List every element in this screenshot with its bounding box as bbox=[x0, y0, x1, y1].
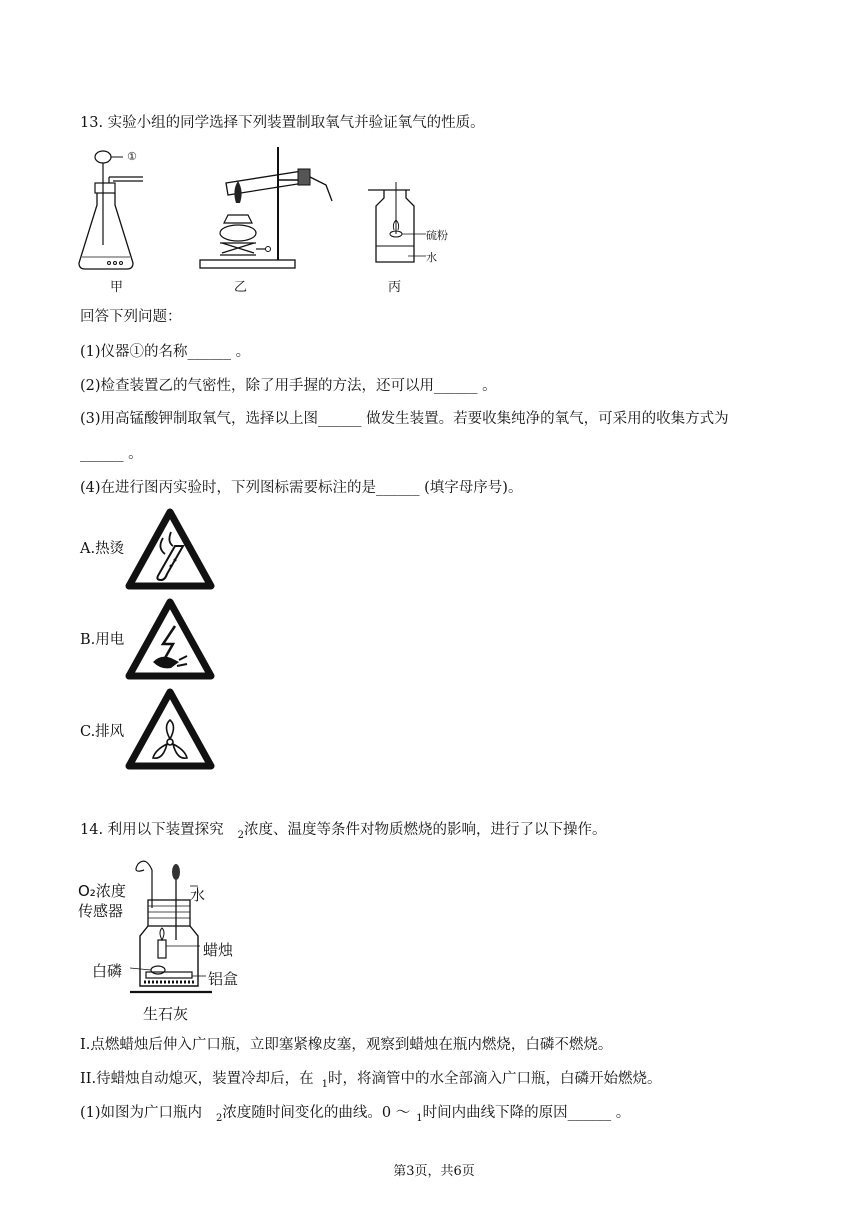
option-a-label: A.热烫 bbox=[80, 541, 125, 557]
hot-burn-warning-icon bbox=[125, 508, 215, 590]
combustion-apparatus bbox=[130, 846, 220, 998]
al-box-label: 铝盒 bbox=[208, 970, 239, 988]
marker-1: ① bbox=[127, 150, 137, 163]
q14-part1-a: (1)如图为广口瓶内 bbox=[80, 1105, 203, 1121]
q14-step1: I.点燃蜡烛后伸入广口瓶，立即塞紧橡皮塞，观察到蜡烛在瓶内燃烧，白磷不燃烧。 bbox=[80, 1037, 613, 1053]
sensor-label-line1: O₂浓度 bbox=[78, 882, 126, 900]
caption-bing: 丙 bbox=[388, 280, 402, 295]
q14-part1-c: 时间内曲线下降的原因______ 。 bbox=[422, 1105, 631, 1121]
candle-label: 蜡烛 bbox=[203, 941, 234, 959]
q14-step2-sub: 1 bbox=[321, 1078, 328, 1090]
q13-stem: 13. 实验小组的同学选择下列装置制取氧气并验证氧气的性质。 bbox=[80, 115, 485, 131]
quicklime-label: 生石灰 bbox=[143, 1005, 189, 1023]
page-footer: 第3页，共6页 bbox=[393, 1164, 475, 1179]
sensor-label-line2: 传感器 bbox=[78, 902, 124, 920]
q14-stem-sub: 2 bbox=[237, 829, 245, 841]
q14-part1-sub2: 1 bbox=[416, 1112, 423, 1124]
q14-step2 bbox=[80, 1069, 661, 1095]
q13-part4: (4)在进行图丙实验时，下列图标需要标注的是______ (填字母序号)。 bbox=[80, 480, 523, 496]
white-phosphorus-label: 白磷 bbox=[92, 962, 123, 980]
label-water: 水 bbox=[426, 251, 437, 264]
apparatus-jia-flask bbox=[75, 145, 165, 280]
caption-yi: 乙 bbox=[234, 280, 248, 295]
apparatus-yi-heating-setup bbox=[198, 145, 338, 275]
q13-part1: (1)仪器①的名称______ 。 bbox=[80, 344, 251, 360]
q14-part1-sub1: 2 bbox=[216, 1112, 223, 1124]
label-sulfur: 硫粉 bbox=[426, 229, 448, 242]
option-c-label: C.排风 bbox=[80, 724, 125, 740]
water-label: 水 bbox=[190, 886, 206, 904]
q13-prompt: 回答下列问题： bbox=[80, 309, 182, 325]
caption-jia: 甲 bbox=[110, 280, 124, 295]
exhaust-fan-icon bbox=[125, 688, 215, 770]
q13-part2: (2)检查装置乙的气密性，除了用手握的方法，还可以用______ 。 bbox=[80, 378, 497, 394]
q14-stem-b: 浓度、温度等条件对物质燃烧的影响，进行了以下操作。 bbox=[244, 822, 607, 838]
apparatus-bing-bottle bbox=[368, 182, 428, 268]
electricity-warning-icon bbox=[125, 598, 215, 680]
q14-stem bbox=[80, 820, 607, 846]
q13-part3-cont: ______ 。 bbox=[80, 446, 143, 462]
q14-stem-a: 14. 利用以下装置探究 bbox=[80, 822, 224, 838]
q14-step2-a: II.待蜡烛自动熄灭，装置冷却后，在 bbox=[80, 1071, 314, 1087]
q14-part1 bbox=[80, 1103, 630, 1129]
option-b-label: B.用电 bbox=[80, 632, 125, 648]
q13-part3: (3)用高锰酸钾制取氧气，选择以上图______ 做发生装置。若要收集纯净的氧气，可采用的收集方式为 bbox=[80, 411, 729, 427]
q14-step2-b: 时，将滴管中的水全部滴入广口瓶，白磷开始燃烧。 bbox=[327, 1071, 662, 1087]
q14-part1-b: 浓度随时间变化的曲线。0 ～ bbox=[222, 1105, 411, 1121]
